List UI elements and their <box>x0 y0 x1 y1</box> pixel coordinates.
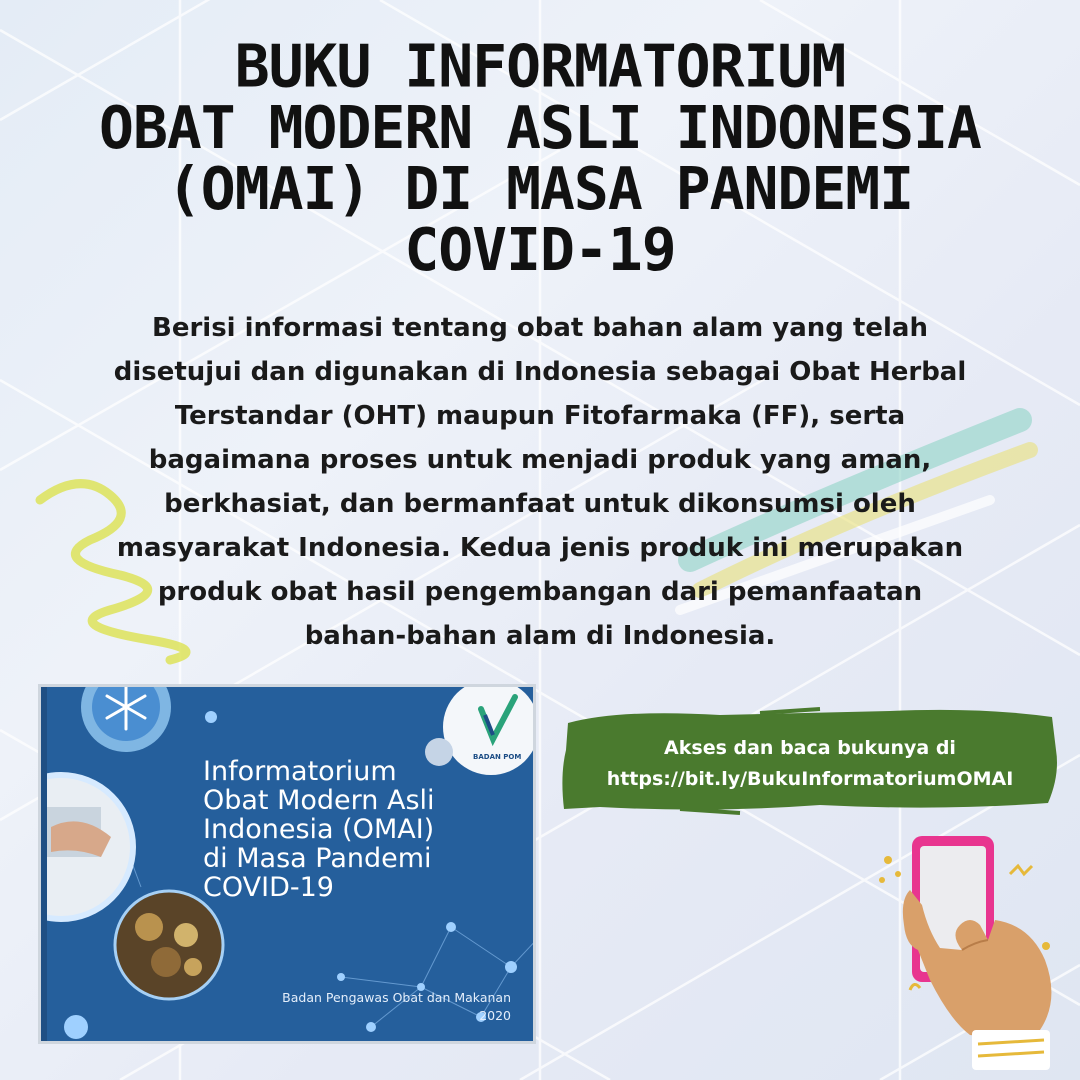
page-title <box>40 31 1040 285</box>
cover-year: 2020 <box>479 1008 511 1023</box>
access-banner[interactable] <box>560 705 1060 815</box>
description-line: Berisi informasi tentang obat bahan alam yang telah <box>152 313 928 343</box>
description-paragraph <box>70 306 1010 658</box>
description-line: masyarakat Indonesia. Kedua jenis produk ini merupakan <box>116 533 964 563</box>
description-line: produk obat hasil pengembangan dari pemanfaatan <box>157 577 923 607</box>
title-line: BUKU INFORMATORIUM <box>234 31 846 101</box>
access-link[interactable]: https://bit.ly/BukuInformatoriumOMAI <box>606 768 1014 790</box>
title-line: OBAT MODERN ASLI INDONESIA <box>99 92 981 163</box>
description-line: bahan-bahan alam di Indonesia. <box>304 621 776 651</box>
access-text <box>560 733 1060 795</box>
cover-title-line: di Masa Pandemi <box>203 843 432 874</box>
cover-title-line: COVID-19 <box>203 872 334 903</box>
cover-title-line: Obat Modern Asli <box>203 785 435 816</box>
description-line: Terstandar (OHT) maupun Fitofarmaka (FF), serta <box>174 401 906 431</box>
phone-in-hand-icon <box>870 830 1070 1070</box>
description-line: disetujui dan digunakan di Indonesia sebagai Obat Herbal <box>113 357 967 387</box>
title-line: (OMAI) DI MASA PANDEMI <box>166 153 914 224</box>
cover-logo-label: BADAN POM <box>473 753 522 761</box>
book-cover-image <box>38 684 536 1044</box>
title-line: COVID-19 <box>404 215 676 285</box>
description-line: berkhasiat, dan bermanfaat untuk dikonsumsi oleh <box>164 489 916 519</box>
cover-publisher: Badan Pengawas Obat dan Makanan <box>282 990 511 1005</box>
cover-title <box>203 757 435 902</box>
cover-title-line: Informatorium <box>203 756 397 787</box>
access-line-1: Akses dan baca bukunya di <box>664 737 956 759</box>
cover-title-line: Indonesia (OMAI) <box>203 814 435 845</box>
description-line: bagaimana proses untuk menjadi produk yang aman, <box>148 445 932 475</box>
